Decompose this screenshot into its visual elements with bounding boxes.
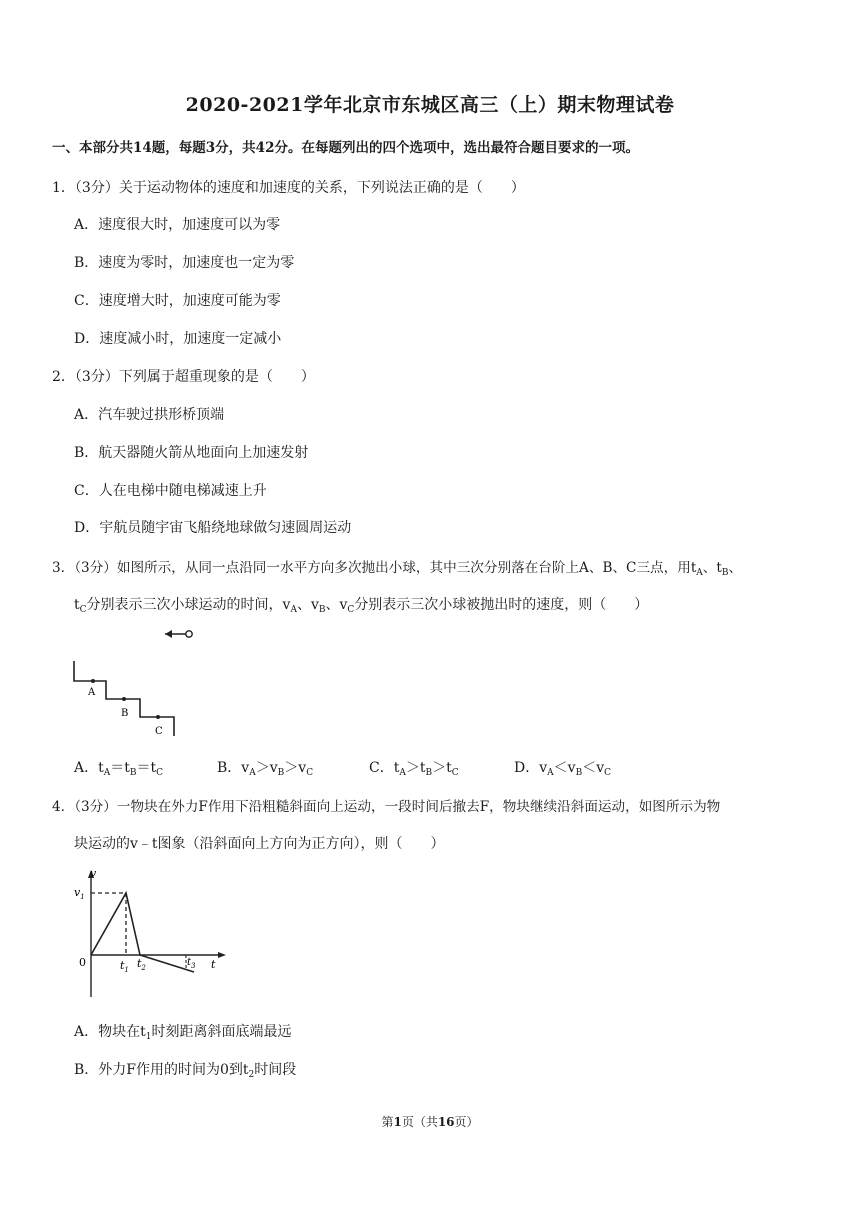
v-axis-label: v [90, 867, 97, 880]
page-title: 2020-2021学年北京市东城区高三（上）期末物理试卷 [185, 94, 675, 116]
total-page-count: 16 [437, 1115, 455, 1129]
question-3-line-2: $t_C$分别表示三次小球运动的时间，$v_A$、$v_B$、$v_C$分别表示三次小球被抛出时的速度，则（ ） [74, 597, 649, 615]
question-3-options [74, 757, 774, 777]
label-b: B [121, 708, 129, 719]
question-1-option-c: C．速度增大时，加速度可能为零 [74, 293, 281, 309]
question-3-option-d: D．$v_A<v_B<v_C$ [514, 760, 612, 778]
arrow-head-icon [165, 630, 172, 638]
stairs-figure [70, 624, 200, 742]
vt-curve [91, 893, 194, 972]
label-a: A [88, 687, 96, 698]
question-3-option-b: B．$v_A>v_B>v_C$ [217, 760, 314, 778]
t3-label: $t_3$ [187, 957, 196, 970]
question-1-stem: 1．（3分）关于运动物体的速度和加速度的关系，下列说法正确的是（ ） [52, 180, 525, 196]
question-3-option-c: C．$t_A>t_B>t_C$ [369, 760, 459, 778]
point-b-marker [122, 697, 126, 701]
question-2-option-d: D．宇航员随宇宙飞船绕地球做匀速圆周运动 [74, 520, 352, 536]
velocity-time-graph [70, 862, 230, 1000]
launch-point-icon [186, 631, 192, 637]
question-4-line-1: 4．（3分）一物块在外力F作用下沿粗糙斜面向上运动，一段时间后撤去F，物块继续沿斜面运动，如图所示为物 [52, 799, 721, 815]
current-page-number: 1 [393, 1115, 402, 1129]
question-4-option-b: B．外力F作用的时间为0到$t_2$时间段 [74, 1062, 297, 1080]
v1-label: $v_1$ [74, 886, 85, 901]
question-1-option-d: D．速度减小时，加速度一定减小 [74, 331, 282, 347]
t1-label: $t_1$ [120, 959, 129, 974]
origin-label: 0 [79, 956, 86, 969]
question-1-option-b: B．速度为零时，加速度也一定为零 [74, 255, 295, 271]
point-c-marker [156, 715, 160, 719]
t-axis-arrow-icon [218, 952, 226, 958]
question-1-option-a: A．速度很大时，加速度可以为零 [74, 217, 281, 233]
point-a-marker [91, 679, 95, 683]
question-2-stem: 2．（3分）下列属于超重现象的是（ ） [52, 369, 315, 385]
label-c: C [155, 726, 163, 737]
question-2-option-c: C．人在电梯中随电梯减速上升 [74, 483, 267, 499]
t-axis-label: t [211, 958, 216, 971]
question-2-option-a: A．汽车驶过拱形桥顶端 [74, 407, 225, 423]
question-2-option-b: B．航天器随火箭从地面向上加速发射 [74, 445, 309, 461]
section-heading: 一、本部分共14题，每题3分，共42分。在每题列出的四个选项中，选出最符合题目要求的一项。 [52, 140, 639, 156]
t2-label: $t_2$ [137, 957, 146, 972]
question-3-option-a: A．$t_A=t_B=t_C$ [74, 760, 164, 778]
question-4-option-a: A．物块在$t_1$时刻距离斜面底端最远 [74, 1024, 292, 1042]
question-3-line-1: 3．（3分）如图所示，从同一点沿同一水平方向多次抛出小球，其中三次分别落在台阶上A、B、C三点，用$t_A$、$t_B$、 [52, 560, 743, 578]
page-footer: 第1页（共16页） [381, 1115, 479, 1129]
question-4-line-2: 块运动的v﹣t图象（沿斜面向上方向为正方向），则（ ） [74, 836, 445, 852]
